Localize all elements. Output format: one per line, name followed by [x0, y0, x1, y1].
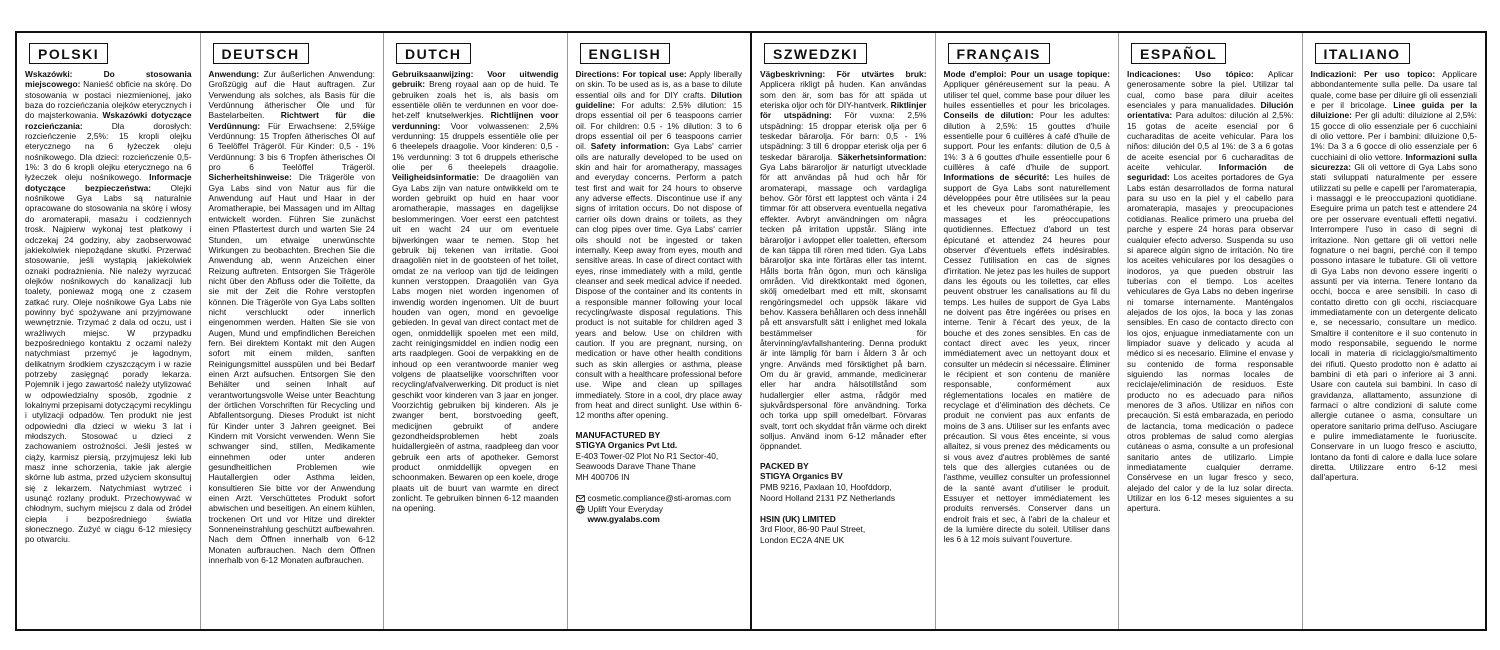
body-text: Breng royaal aan op de huid. Te gebruiken zoals het is, als basis om essentiële oliën te verdunnen en voor doe-het-zelf knutselwerkjes. — [392, 79, 559, 121]
body-text: För vuxna: 2,5% utspädning: 15 droppar eterisk olja per 6 teskedar bärarolja. För barn: 0,5 - 1% utspädning: 3 till 6 droppar eterisk olja per 6 teskedar bärarolja. — [760, 110, 927, 162]
bold-heading-text: Safety information: — [590, 141, 670, 152]
instructions-text — [1127, 69, 1294, 514]
body-text: Appliquer généreusement sur la peau. A utiliser tel quel, comme base pour diluer les huiles essentielles et pour les bricolages. — [943, 79, 1110, 111]
bold-heading-text: Conseils de dilution: — [943, 110, 1034, 121]
instructions-text — [209, 69, 376, 566]
body-text: Gya Labs' carrier oils are naturally developed to be used on skin and hair for aromatherapy, massages and everyday concerns. Perform a patch test first and wait for 24 hours to observe any adverse effects. Discontinue use if any signs of irritation occurs. Do not dispose of carrier oils down drains or toilets, as they can clog pipes over time. Gya Labs' carrier oils should not be ingested or taken internally. Keep away from eyes, mouth and sensitive areas. In case of direct contact with eyes, rinse immediately with a mild, gentle cleanser and seek medical advice if needed. Dispose of the container and its contents in a responsible manner following your local recycling/waste disposal regulations. This product is not suitable for children aged 3 years and below. Use on children with caution. If you are pregnant, nursing, on medication or have other health conditions such as skin allergies or asthma, please consult with a healthcare professional before use. Wipe and clean up spillages immediately. Store in a cool, dry place away from heat and direct sunlight. Use within 6-12 months after opening. — [575, 141, 742, 421]
packer-address-line: Noord Holland 2131 PZ Netherlands — [760, 492, 896, 503]
body-text: Los aceites portadores de Gya Labs están desarrollados de forma natural para su uso en la piel y el cabello para aromaterapia, masajes y preocupaciones cotidianas. Realice primero una prueba del parche y espere 24 horas para observar cualquier efecto adverso. Suspenda su uso si aparece algún signo de irritación. No tire los aceites vehiculares por los desagües o inodoros, ya que pueden obstruir las tuberías con el tiempo. Los aceites vehiculares de Gya Labs no deben ingerirse ni tomarse internamente. Manténgalos alejados de los ojos, la boca y las zonas sensibles. En caso de contacto directo con los ojos, enjuague inmediatamente con un limpiador suave y delicado y acuda al médico si es necesario. Elimine el envase y su contenido de forma responsable siguiendo las normas locales de reciclaje/eliminación de residuos. Este producto no es adecuado para niños menores de 3 años. Utilizar en niños con precaución. Si está embarazada, en periodo de lactancia, toma medicación o padece otros problemas de salud como alergias cutáneas o asma, consulte a un profesional sanitario antes de utilizarlo. Limpie inmediatamente cualquier derrame. Consérvese en un lugar fresco y seco, alejado del calor y de la luz solar directa. Utilizar en los 6-12 meses siguientes a su apertura. — [1127, 172, 1294, 514]
bold-heading-text: Riktlinjer för utspädning: — [760, 100, 927, 121]
body-text: Para adultos: dilución al 2,5%: 15 gotas de aceite esencial por 6 cucharaditas de aceite vehicular. Para los niños: dilución del 0,5 al 1%: de 3 a 6 gotas de aceite esencial por 6 cucharaditas de aceite vehicular. — [1127, 110, 1294, 173]
body-text: Olejki nośnikowe Gya Labs są naturalnie opracowane do stosowania na skórę i włosy do aromaterapii, masażu i codziennych trosk. Najpierw wykonaj test płatkowy i odczekaj 24 godziny, aby zaobserwować jakiekolwiek niepożądane skutki. Przerwać stosowanie, jeśli wystąpią jakiekolwiek oznaki podrażnienia. Nie należy wyrzucać olejków nośnikowych do kanalizacji lub toalety, ponieważ mogą one z czasem zatkać rury. Oleje nośnikowe Gya Labs nie powinny być spożywane ani przyjmowane wewnętrznie. Trzymać z dala od oczu, ust i wrażliwych miejsc. W przypadku bezpośredniego kontaktu z oczami należy natychmiast przemyć je łagodnym, delikatnym środkiem czyszczącym i w razie potrzeby zasięgnąć porady lekarza. Pojemnik i jego zawartość należy utylizować w odpowiedzialny sposób, zgodnie z lokalnymi przepisami dotyczącymi recyklingu i utylizacji odpadów. Ten produkt nie jest odpowiedni dla dzieci w wieku 3 lat i młodszych. Stosować u dzieci z zachowaniem ostrożności. Jeśli jesteś w ciąży, karmisz piersią, przyjmujesz leki lub masz inne schorzenia, takie jak alergie skórne lub astma, przed użyciem skonsultuj się z lekarzem. Natychmiast wytrzeć i usunąć rozlany produkt. Przechowywać w chłodnym, suchym miejscu z dala od źródeł ciepła i bezpośredniego światła słonecznego. Zużyć w ciągu 6-12 miesięcy po otwarciu. — [25, 182, 192, 545]
spacer — [760, 503, 927, 514]
body-text: Applicare abbondantemente sulla pelle. Da usare tal quale, come base per diluire gli oli essenziali e per il bricolage. — [1310, 69, 1477, 111]
website-url: www.gyalabs.com — [587, 514, 660, 525]
body-text: Gli oli vettore di Gya Labs sono stati sviluppati naturalmente per essere utilizzati su pelle e capelli per l'aromaterapia, i massaggi e le preoccupazioni quotidiane. Eseguire prima un patch test e attendere 24 ore per osservare eventuali effetti negativi. Interrompere l'uso in caso di segni di irritazione. Non gettare gli oli vettori nelle fognature o nei bagni, perché con il tempo possono intasare le tubature. Gli oli vettore di Gya Labs non devono essere ingeriti o assunti per via interna. Tenere lontano da occhi, bocca e aree sensibili. In caso di contatto diretto con gli occhi, risciacquare immediatamente con un detergente delicato e, se necessario, consultare un medico. Smaltire il contenitore e il suo contenuto in modo responsabile, seguendo le norme locali in materia di riciclaggio/smaltimento dei rifiuti. Questo prodotto non è adatto ai bambini di età pari o inferiore ai 3 anni. Usare con cautela sui bambini. In caso di gravidanza, allattamento, assunzione di farmaci o altre condizioni di salute come allergie cutanee o asma, consultare un operatore sanitario prima dell'uso. Asciugare e pulire immediatamente le fuoriuscite. Conservare in un luogo fresco e asciutto, lontano da fonti di calore e dalla luce solare diretta. Utilizzare entro 6-12 mesi dall'apertura. — [1310, 162, 1477, 483]
spacer — [576, 483, 743, 494]
body-text: Apply liberally on skin. To be used as is, as a base to dilute essential oils and for DIY crafts. — [575, 69, 742, 100]
globe-icon — [576, 505, 585, 514]
envelope-icon — [576, 494, 585, 503]
bold-heading-text: Richtwert für die Verdünnung: — [208, 110, 376, 131]
language-heading: ENGLISH — [580, 43, 671, 64]
language-column-szwedzki — [750, 33, 935, 629]
language-heading: FRANÇAIS — [948, 43, 1050, 64]
body-text: Zur äußerlichen Anwendung: Großzügig auf die Haut auftragen. Zur Verwendung als solches, als Basis für die Verdünnung ätherischer Öle und für Bastelarbeiten. — [208, 69, 375, 121]
instructions-text — [25, 69, 192, 545]
uk-address-line: London EC2A 4NE UK — [760, 534, 845, 545]
body-text: For adults: 2.5% dilution: 15 drops essential oil per 6 teaspoons carrier oil. For children: 0.5 - 1% dilution: 3 to 6 drops essential oil per 6 teaspoons carrier oil. — [575, 100, 742, 152]
bold-heading-text: Richtlijnen voor verdunning: — [392, 110, 559, 131]
bold-heading-text: Información de seguridad: — [1127, 162, 1294, 183]
bold-heading-text: Dilution guideline: — [575, 89, 742, 111]
body-text: Gya Labs bäraroljor är naturligt utvecklade för att användas på hud och hår för aromaterapi, massage och vardagliga behov. Gör först ett lapptest och vänta i 24 timmar för att observera eventuella negativa effekter. Avbryt användningen om några tecken på irritation uppstår. Släng inte bäraroljor i avloppet eller toaletten, eftersom de kan täppa till rören med tiden. Gya Labs bäraroljor ska inte förtäras eller tas internt. Hålls borta från ögon, mun och känsliga områden. Vid direktkontakt med ögonen, skölj omedelbart med ett milt, skonsamt rengöringsmedel och uppsök läkare vid behov. Kassera behållaren och dess innehåll på ett ansvarsfullt sätt i enlighet med lokala bestämmelser för återvinning/avfallshantering. Denna produkt är inte lämplig för barn i åldern 3 år och yngre. Används med försiktighet på barn. Om du är gravid, ammande, medicinerar eller har andra hälsotillstånd som hudallergier eller astma, rådgör med sjukvårdspersonal före användning. Torka och torka upp spill omedelbart. Förvaras svalt, torrt och skyddat från värme och direkt solljus. Använd inom 6-12 månader efter öppnandet. — [760, 162, 927, 452]
body-text: Aplicar generosamente sobre la piel. Utilizar tal cual, como base para diluir aceites esenciales y para manualidades. — [1127, 69, 1294, 111]
email-address: cosmetic.compliance@sti-aromas.com — [587, 493, 731, 504]
bold-heading-text: Informazioni sulla sicurezza: — [1310, 151, 1477, 173]
bold-heading-text: Informacje dotyczące bezpieczeństwa: — [25, 172, 192, 193]
language-heading: ITALIANO — [1315, 43, 1410, 64]
uk-address-line: 3rd Floor, 86-90 Paul Street, — [760, 524, 866, 535]
body-text: Dla dorosłych: rozcieńczenie 2,5%: 15 kropli olejku eterycznego na 6 łyżeczek oleju nośnikowego. Dla dzieci: rozcieńczenie 0,5-1%: 3 do 6 kropli olejku eterycznego na 6 łyżeczek oleju nośnikowego. — [25, 120, 192, 183]
bold-heading-text: Informations de sécurité: — [943, 172, 1050, 183]
bold-heading-text: Sicherheitshinweise: — [208, 172, 292, 183]
packer-company: STIGYA Organics BV — [760, 471, 843, 482]
instructions-text — [576, 69, 743, 421]
bold-heading-text: Vägbeskrivning: För utvärtes bruk: — [760, 69, 927, 79]
packer-address-line: PMB 9216, Paxlaan 10, Hoofddorp, — [760, 481, 892, 492]
manufacturer-company: STIGYA Organics Pvt Ltd. — [575, 440, 678, 451]
tagline-row — [576, 504, 743, 515]
language-heading: POLSKI — [29, 43, 108, 64]
bold-heading-text: Linee guida per la diluizione: — [1310, 100, 1477, 121]
bold-heading-text: Dilución orientativa: — [1127, 100, 1294, 121]
language-column-english — [567, 33, 751, 629]
manufacturer-block — [576, 430, 743, 525]
bold-heading-text: Indicazioni: Per uso topico: — [1310, 69, 1436, 79]
bold-heading-text: Mode d'emploi: Pour un usage topique: — [943, 69, 1110, 79]
language-column-deutsch — [200, 33, 384, 629]
uk-representative-label: HSIN (UK) LIMITED — [760, 513, 836, 524]
language-heading: ESPAÑOL — [1131, 43, 1226, 64]
bold-heading-text: Wskazówki: Do stosowania miejscowego: — [25, 69, 192, 90]
language-heading: SZWEDZKI — [764, 43, 867, 64]
bold-heading-text: Veiligheidsinformatie: — [392, 172, 480, 183]
language-column-dutch — [383, 33, 567, 629]
packer-block — [760, 461, 927, 546]
instructions-text — [392, 69, 559, 514]
language-column-español — [1118, 33, 1302, 629]
body-text: De draagoliën van Gya Labs zijn van nature ontwikkeld om te worden gebruikt op huid en haar voor aromatherapie, massages en dagelijkse beslommeringen. Voer eerst een patchtest uit en wacht 24 uur om eventuele bijwerkingen waar te nemen. Stop het gebruik bij tekenen van irritatie. Gooi draagoliën niet in de gootsteen of het toilet, omdat ze na verloop van tijd de leidingen kunnen verstoppen. Draagoliën van Gya Labs mogen niet worden ingenomen of inwendig worden ingenomen. Uit de buurt houden van ogen, mond en gevoelige gebieden. In geval van direct contact met de ogen, onmiddellijk spoelen met een mild, zacht reinigingsmiddel en indien nodig een arts raadplegen. Gooi de verpakking en de inhoud op een verantwoorde manier weg volgens de plaatselijke voorschriften voor recycling/afvalverwerking. Dit product is niet geschikt voor kinderen van 3 jaar en jonger. Voorzichtig gebruiken bij kinderen. Als je zwanger bent, borstvoeding geeft, medicijnen gebruikt of andere gezondheidsproblemen hebt zoals huidallergieën of astma, raadpleeg dan voor gebruik een arts of apotheker. Gemorst product onmiddellijk opvegen en schoonmaken. Bewaren op een koele, droge plaats uit de buurt van warmte en direct zonlicht. Te gebruiken binnen 6-12 maanden na opening. — [392, 172, 559, 514]
language-column-italiano — [1302, 33, 1486, 629]
language-heading: DEUTSCH — [213, 43, 309, 64]
body-text: Pour les adultes: dilution à 2,5%: 15 gouttes d'huile essentielle pour 6 cuillères à café d'huile de support. Pour les enfants: dilution de 0,5 à 1%: 3 à 6 gouttes d'huile essentielle pour 6 cuillères à café d'huile de support. — [943, 110, 1110, 173]
body-text: Nanieść obficie na skórę. Do stosowania w postaci niezmienionej, jako baza do rozcieńczania olejków eterycznych i do majsterkowania. — [25, 79, 192, 121]
language-column-français — [935, 33, 1119, 629]
tagline: Uplift Your Everyday — [587, 503, 663, 514]
email-row — [576, 493, 743, 504]
language-heading: DUTCH — [396, 43, 471, 64]
bold-heading-text: Indicaciones: Uso tópico: — [1127, 69, 1254, 79]
instructions-text — [944, 69, 1111, 545]
body-text: Per gli adulti: diluizione al 2,5%: 15 gocce di olio essenziale per 6 cucchiaini di olio vettore. Per i bambini: diluizione 0,5-1%: Da 3 a 6 gocce di olio essenziale per 6 cucchiaini di olio vettore. — [1310, 110, 1477, 162]
manufacturer-address-line: Seawoods Darave Thane Thane — [575, 461, 696, 472]
label-sheet — [15, 31, 1487, 631]
packer-label: PACKED BY — [760, 460, 809, 471]
bold-heading-text: Wskazówki dotyczące rozcieńczania: — [25, 110, 192, 131]
instructions-text — [1311, 69, 1478, 483]
bold-heading-text: Directions: For topical use: — [575, 69, 687, 79]
body-text: Für Erwachsene: 2,5%ige Verdünnung: 15 Tropfen ätherisches Öl auf 6 Teelöffel Trägeröl. Für Kinder: 0,5 - 1% Verdünnung: 3 bis 6 Tropfen ätherisches Öl pro 6 Teelöffel Trägeröl. — [208, 120, 375, 173]
bold-heading-text: Säkerhetsinformation: — [837, 151, 927, 162]
body-text: Die Trägeröle von Gya Labs sind von Natur aus für die Anwendung auf Haut und Haar in der Aromatherapie, bei Massagen und im Alltag entwickelt worden. Führen Sie zunächst einen Pflastertest durch und warten Sie 24 Stunden, um etwaige unerwünschte Wirkungen zu beobachten. Brechen Sie die Anwendung ab, wenn Anzeichen einer Reizung auftreten. Entsorgen Sie Trägeröle nicht über den Abfluss oder die Toilette, da sie mit der Zeit die Rohre verstopfen können. Die Trägeröle von Gya Labs sollten nicht verschluckt oder innerlich eingenommen werden. Halten Sie sie von Augen, Mund und empfindlichen Bereichen fern. Bei direktem Kontakt mit den Augen sofort mit einem milden, sanften Reinigungsmittel ausspülen und bei Bedarf einen Arzt aufsuchen. Entsorgen Sie den Behälter und seinen Inhalt auf verantwortungsvolle Weise unter Beachtung der örtlichen Vorschriften für Recycling und Abfallentsorgung. Dieses Produkt ist nicht für Kinder unter 3 Jahren geeignet. Bei Kindern mit Vorsicht verwenden. Wenn Sie schwanger sind, stillen, Medikamente einnehmen oder unter anderen gesundheitlichen Problemen wie Hautallergien oder Asthma leiden, konsultieren Sie bitte vor der Anwendung einen Arzt. Verschüttetes Produkt sofort abwischen und beseitigen. An einem kühlen, trockenen Ort und vor Hitze und direkter Sonneneinstrahlung geschützt aufbewahren. Nach dem Öffnen innerhalb von 6-12 Monaten aufbrauchen. Nach dem Öffnen innerhalb von 6-12 Monaten aufbrauchen. — [208, 172, 375, 566]
manufacturer-address-line: E-403 Tower-02 Plot No R1 Sector-40, — [575, 450, 719, 461]
manufacturer-address-line: MH 400706 IN — [575, 472, 630, 483]
language-column-polski — [17, 33, 200, 629]
body-text: Voor volwassenen: 2,5% verdunning: 15 druppels essentiële olie per 6 theelepels draagolie. Voor kinderen: 0,5 - 1% verdunning: 3 tot 6 druppels etherische olie per 6 theelepels draagolie. — [392, 120, 559, 173]
bold-heading-text: Gebruiksaanwijzing: Voor uitwendig gebruik: — [392, 69, 559, 90]
body-text: Applicera rikligt på huden. Kan användas som den är, som bas för att späda ut eteriska oljor och för DIY-hantverk. — [760, 79, 927, 111]
instructions-text — [760, 69, 927, 452]
bold-heading-text: Anwendung: — [208, 69, 260, 79]
manufacturer-label: MANUFACTURED BY — [575, 429, 661, 440]
body-text: Les huiles de support de Gya Labs sont naturellement développées pour être utilisées sur la peau et les cheveux pour l'aromathérapie, les massages et les préoccupations quotidiennes. Effectuez d'abord un test épicutané et attendez 24 heures pour observer d'éventuels effets indésirables. Cessez l'utilisation en cas de signes d'irritation. Ne jetez pas les huiles de support dans les égouts ou les toilettes, car elles peuvent obstruer les canalisations au fil du temps. Les huiles de support de Gya Labs ne doivent pas être ingérées ou prises en interne. Tenir à l'écart des yeux, de la bouche et des zones sensibles. En cas de contact direct avec les yeux, rincer immédiatement avec un nettoyant doux et consulter un médecin si nécessaire. Éliminer le récipient et son contenu de manière responsable, conformément aux réglementations locales en matière de recyclage et d'élimination des déchets. Ce produit ne convient pas aux enfants de moins de 3 ans. Utiliser sur les enfants avec précaution. Si vous êtes enceinte, si vous allaitez, si vous prenez des médicaments ou si vous avez d'autres problèmes de santé tels que des allergies cutanées ou de l'asthme, veuillez consulter un professionnel de la santé avant d'utiliser le produit. Essuyer et nettoyer immédiatement les produits renversés. Conserver dans un endroit frais et sec, à l'abri de la chaleur et de la lumière directe du soleil. Utiliser dans les 6 à 12 mois suivant l'ouverture. — [943, 172, 1111, 545]
